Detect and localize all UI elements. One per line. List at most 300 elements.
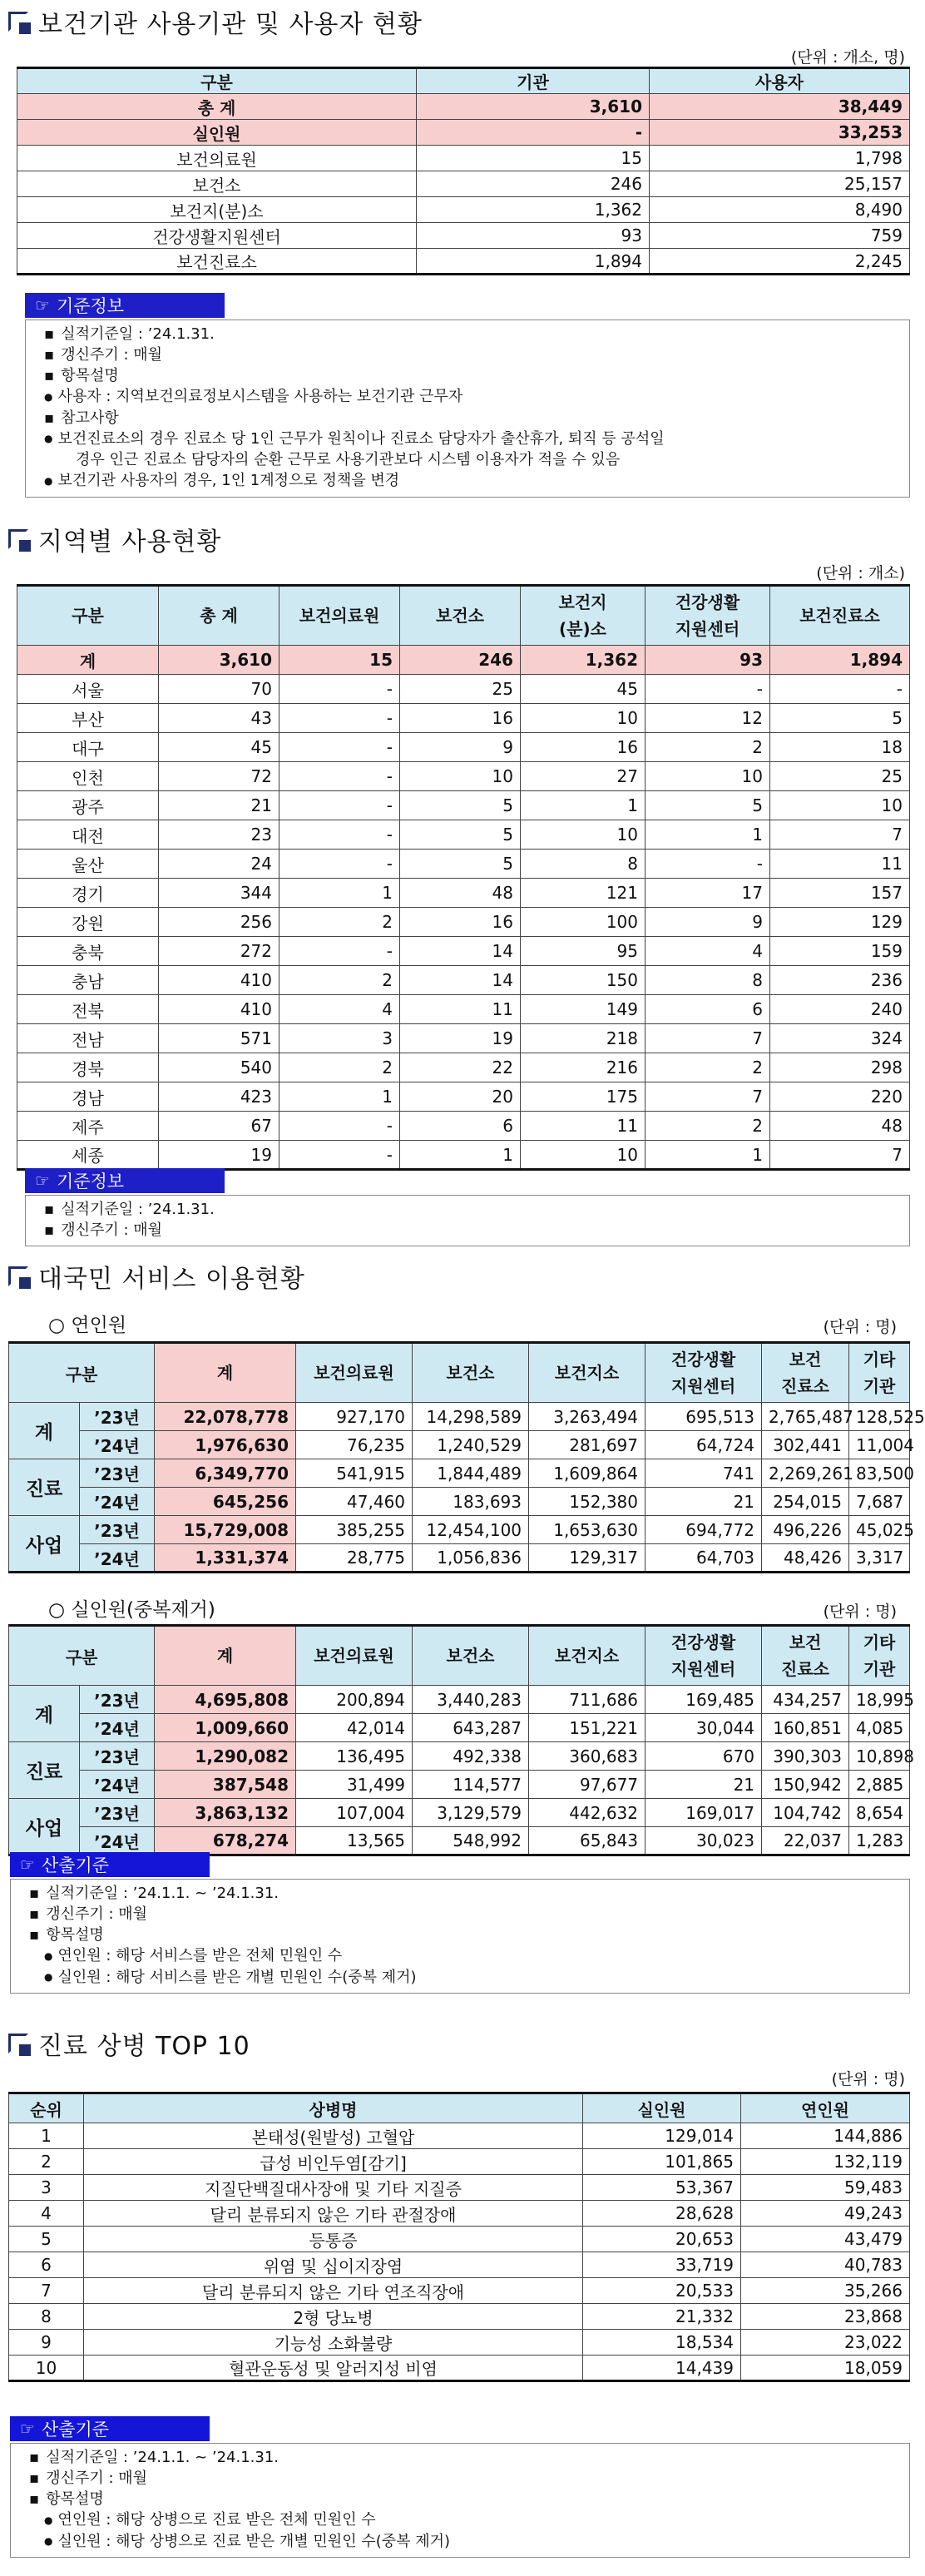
- value-cell: 19: [400, 1024, 521, 1053]
- year-label: ’23년: [80, 1516, 155, 1544]
- value-cell: 12,454,100: [413, 1516, 529, 1544]
- disease-cell: 지질단백질대사장애 및 기타 지질증: [84, 2175, 583, 2201]
- value-cell: 4,085: [849, 1714, 910, 1742]
- value-cell: 236: [770, 966, 910, 995]
- value-cell: -: [279, 704, 400, 733]
- value-cell: 6,349,770: [155, 1459, 296, 1488]
- rank-cell: 8: [9, 2304, 84, 2330]
- value-cell: -: [770, 675, 910, 704]
- value-cell: 93: [646, 646, 770, 675]
- table-row: [9, 1488, 910, 1516]
- value-cell: 927,170: [296, 1403, 413, 1431]
- value-cell: 23,022: [741, 2330, 910, 2356]
- value-cell: -: [279, 675, 400, 704]
- value-cell: 3: [279, 1024, 400, 1053]
- value-cell: 1,009,660: [155, 1714, 296, 1742]
- value-cell: 2: [646, 733, 770, 762]
- value-cell: 14: [400, 966, 521, 995]
- header-cell: 건강생활 지원센터: [646, 586, 770, 646]
- section-regional-usage: [8, 521, 910, 1166]
- value-cell: 152,380: [529, 1488, 646, 1516]
- value-cell: 43,479: [741, 2227, 910, 2252]
- value-cell: 129,317: [529, 1544, 646, 1573]
- value-cell: 694,772: [646, 1516, 762, 1544]
- group-label: 계: [9, 1686, 80, 1742]
- value-cell: 16: [400, 908, 521, 937]
- value-cell: 47,460: [296, 1488, 413, 1516]
- value-cell: 3,129,579: [413, 1799, 529, 1827]
- value-cell: -: [279, 820, 400, 850]
- value-cell: 9: [400, 733, 521, 762]
- info-box-3: ☞ 산출기준 ▪ 실적기준일 : ’24.1.1. ~ ’24.1.31. ▪ 갱신주기 : 매월 ▪ 항목설명 ● 연인원 : 해당 서비스를 받은 전체 민원인 수 ● 실인원 : 해당 서비스를 받은 개별 민원인 수(중복 제거): [10, 1852, 910, 1994]
- region-cell: 경북: [17, 1053, 159, 1082]
- header-cell: 보건소: [413, 1626, 529, 1686]
- value-cell: 2,269,261: [762, 1459, 849, 1488]
- value-cell: 7: [770, 1141, 910, 1170]
- value-cell: 423: [159, 1082, 279, 1112]
- value-cell: 10: [521, 1141, 646, 1170]
- header-cell: 기타 기관: [849, 1343, 910, 1403]
- header-cell: 보건의료원: [279, 586, 400, 646]
- value-cell: 1: [646, 1141, 770, 1170]
- value-cell: 35,266: [741, 2278, 910, 2304]
- table-row: 건강생활지원센터 93 759: [17, 223, 910, 249]
- rank-cell: 4: [9, 2201, 84, 2227]
- value-cell: 17: [646, 879, 770, 908]
- value-cell: 129,014: [583, 2123, 741, 2149]
- value-cell: 8: [646, 966, 770, 995]
- value-cell: 4,695,808: [155, 1686, 296, 1714]
- region-cell: 경기: [17, 879, 159, 908]
- header-cell: 기타 기관: [849, 1626, 910, 1686]
- value-cell: 12: [646, 704, 770, 733]
- value-cell: 22: [400, 1053, 521, 1082]
- info-header: ☞ 산출기준: [10, 2416, 210, 2441]
- value-cell: 27: [521, 762, 646, 791]
- value-cell: 18,995: [849, 1686, 910, 1714]
- value-cell: 541,915: [296, 1459, 413, 1488]
- value-cell: 1: [646, 820, 770, 850]
- value-cell: 6: [646, 995, 770, 1024]
- value-cell: 11: [770, 850, 910, 879]
- value-cell: 695,513: [646, 1403, 762, 1431]
- value-cell: 48: [770, 1112, 910, 1141]
- region-cell: 울산: [17, 850, 159, 879]
- header-cell: 기관: [417, 68, 650, 94]
- value-cell: 20: [400, 1082, 521, 1112]
- header-cell: 건강생활 지원센터: [646, 1343, 762, 1403]
- value-cell: 2,765,487: [762, 1403, 849, 1431]
- table-row: [17, 966, 910, 995]
- regional-table: [17, 584, 910, 1171]
- value-cell: 48: [400, 879, 521, 908]
- value-cell: 3,440,283: [413, 1686, 529, 1714]
- value-cell: 30,023: [646, 1827, 762, 1855]
- table-row: [9, 2175, 910, 2201]
- value-cell: 25: [770, 762, 910, 791]
- table-row: 보건의료원 15 1,798: [17, 146, 910, 171]
- value-cell: 30,044: [646, 1714, 762, 1742]
- rank-cell: 10: [9, 2356, 84, 2381]
- value-cell: 183,693: [413, 1488, 529, 1516]
- value-cell: 246: [400, 646, 521, 675]
- value-cell: 324: [770, 1024, 910, 1053]
- value-cell: 15,729,008: [155, 1516, 296, 1544]
- value-cell: 33,719: [583, 2252, 741, 2278]
- header-cell: 구분: [17, 586, 159, 646]
- value-cell: 281,697: [529, 1431, 646, 1459]
- header-cell: 보건의료원: [296, 1343, 413, 1403]
- table-row: [9, 2278, 910, 2304]
- value-cell: 28,775: [296, 1544, 413, 1573]
- header-cell: 보건진료소: [770, 586, 910, 646]
- value-cell: 157: [770, 879, 910, 908]
- value-cell: 496,226: [762, 1516, 849, 1544]
- value-cell: 23: [159, 820, 279, 850]
- value-cell: 11,004: [849, 1431, 910, 1459]
- disease-cell: 기능성 소화불량: [84, 2330, 583, 2356]
- table-row: [9, 2304, 910, 2330]
- subsection-title: ○ 실인원(중복제거): [48, 1599, 215, 1621]
- table-row: [17, 791, 910, 820]
- region-cell: 서울: [17, 675, 159, 704]
- region-cell: 제주: [17, 1112, 159, 1141]
- value-cell: 160,851: [762, 1714, 849, 1742]
- value-cell: 42,014: [296, 1714, 413, 1742]
- value-cell: -: [646, 850, 770, 879]
- region-cell: 인천: [17, 762, 159, 791]
- value-cell: 10: [400, 762, 521, 791]
- value-cell: 3,863,132: [155, 1799, 296, 1827]
- value-cell: 18,534: [583, 2330, 741, 2356]
- section-marker-icon: [8, 1266, 28, 1286]
- value-cell: 298: [770, 1053, 910, 1082]
- value-cell: 49,243: [741, 2201, 910, 2227]
- section-marker-icon: [8, 2034, 28, 2053]
- value-cell: 4: [646, 937, 770, 966]
- value-cell: 344: [159, 879, 279, 908]
- service-unique-table: [8, 1624, 914, 1856]
- value-cell: 100: [521, 908, 646, 937]
- value-cell: 114,577: [413, 1771, 529, 1799]
- value-cell: 8: [521, 850, 646, 879]
- value-cell: 1,894: [770, 646, 910, 675]
- header-cell: 구분: [9, 1626, 155, 1686]
- table-row: 보건지(분)소 1,362 8,490: [17, 197, 910, 223]
- value-cell: 18: [770, 733, 910, 762]
- value-cell: 16: [400, 704, 521, 733]
- value-cell: 21: [646, 1488, 762, 1516]
- value-cell: 14,298,589: [413, 1403, 529, 1431]
- value-cell: 1: [400, 1141, 521, 1170]
- value-cell: 1,653,630: [529, 1516, 646, 1544]
- header-cell: 연인원: [741, 2093, 910, 2123]
- value-cell: 13,565: [296, 1827, 413, 1855]
- year-label: ’24년: [80, 1431, 155, 1459]
- table-row: [9, 2149, 910, 2175]
- value-cell: -: [279, 762, 400, 791]
- header-cell: 보건지소: [529, 1343, 646, 1403]
- value-cell: 7: [646, 1082, 770, 1112]
- region-cell: 부산: [17, 704, 159, 733]
- value-cell: 95: [521, 937, 646, 966]
- table-row: [17, 937, 910, 966]
- rank-cell: 7: [9, 2278, 84, 2304]
- header-cell: 총 계: [159, 586, 279, 646]
- disease-cell: 본태성(원발성) 고혈압: [84, 2123, 583, 2149]
- table-row: [9, 2356, 910, 2381]
- table-row: 실인원 - 33,253: [17, 120, 910, 146]
- value-cell: -: [279, 1112, 400, 1141]
- table-row: [17, 850, 910, 879]
- value-cell: 1,056,836: [413, 1544, 529, 1573]
- section-public-service: [8, 1258, 925, 1852]
- info-box-4: ☞ 산출기준 ▪ 실적기준일 : ’24.1.1. ~ ’24.1.31. ▪ 갱신주기 : 매월 ▪ 항목설명 ● 연인원 : 해당 상병으로 진료 받은 전체 민원인 수 ● 실인원 : 해당 상병으로 진료 받은 개별 민원인 수(중복 제거): [10, 2416, 910, 2558]
- value-cell: 1: [279, 879, 400, 908]
- value-cell: 144,886: [741, 2123, 910, 2149]
- group-label: 계: [9, 1403, 80, 1459]
- region-cell: 계: [17, 646, 159, 675]
- table-row: [9, 2201, 910, 2227]
- year-label: ’23년: [80, 1742, 155, 1771]
- table-row: [9, 2252, 910, 2278]
- value-cell: 5: [400, 791, 521, 820]
- year-label: ’23년: [80, 1799, 155, 1827]
- institution-table: [17, 67, 910, 275]
- value-cell: 150,942: [762, 1771, 849, 1799]
- value-cell: 19: [159, 1141, 279, 1170]
- disease-cell: 급성 비인두염[감기]: [84, 2149, 583, 2175]
- value-cell: 7,687: [849, 1488, 910, 1516]
- value-cell: 410: [159, 995, 279, 1024]
- value-cell: 45,025: [849, 1516, 910, 1544]
- value-cell: 390,303: [762, 1742, 849, 1771]
- header-cell: 구분: [17, 68, 417, 94]
- value-cell: 5: [770, 704, 910, 733]
- header-cell: 실인원: [583, 2093, 741, 2123]
- table-row: 보건소 246 25,157: [17, 171, 910, 197]
- value-cell: 1,844,489: [413, 1459, 529, 1488]
- value-cell: 5: [400, 850, 521, 879]
- table-row: [17, 820, 910, 850]
- value-cell: 18,059: [741, 2356, 910, 2381]
- header-cell: 보건의료원: [296, 1626, 413, 1686]
- value-cell: 97,677: [529, 1771, 646, 1799]
- value-cell: 28,628: [583, 2201, 741, 2227]
- value-cell: -: [279, 937, 400, 966]
- value-cell: 1,331,374: [155, 1544, 296, 1573]
- table-row: 보건진료소 1,894 2,245: [17, 249, 910, 275]
- value-cell: 2: [646, 1112, 770, 1141]
- table-row: [17, 1112, 910, 1141]
- year-label: ’23년: [80, 1403, 155, 1431]
- disease-cell: 달리 분류되지 않은 기타 연조직장애: [84, 2278, 583, 2304]
- value-cell: 10: [521, 704, 646, 733]
- value-cell: 21,332: [583, 2304, 741, 2330]
- value-cell: 1,362: [521, 646, 646, 675]
- value-cell: 10: [646, 762, 770, 791]
- region-cell: 대구: [17, 733, 159, 762]
- disease-cell: 2형 당뇨병: [84, 2304, 583, 2330]
- unit-label: (단위 : 명): [823, 1603, 897, 1621]
- value-cell: 9: [646, 908, 770, 937]
- value-cell: 59,483: [741, 2175, 910, 2201]
- value-cell: 159: [770, 937, 910, 966]
- year-label: ’23년: [80, 1459, 155, 1488]
- table-row: [17, 1082, 910, 1112]
- value-cell: 15: [279, 646, 400, 675]
- table-row: [9, 2123, 910, 2149]
- value-cell: 48,426: [762, 1544, 849, 1573]
- section-title: 대국민 서비스 이용현황: [8, 1258, 910, 1295]
- value-cell: -: [279, 850, 400, 879]
- info-header: ☞ 산출기준: [10, 1852, 210, 1877]
- value-cell: 240: [770, 995, 910, 1024]
- value-cell: 200,894: [296, 1686, 413, 1714]
- value-cell: 645,256: [155, 1488, 296, 1516]
- service-total-table: [8, 1341, 925, 1573]
- value-cell: 121: [521, 879, 646, 908]
- table-row: [17, 646, 910, 675]
- value-cell: 254,015: [762, 1488, 849, 1516]
- header-cell: 보건지소: [529, 1626, 646, 1686]
- value-cell: 64,703: [646, 1544, 762, 1573]
- header-cell: 계: [155, 1626, 296, 1686]
- value-cell: 14,439: [583, 2356, 741, 2381]
- rank-cell: 6: [9, 2252, 84, 2278]
- value-cell: 220: [770, 1082, 910, 1112]
- region-cell: 대전: [17, 820, 159, 850]
- value-cell: 169,017: [646, 1799, 762, 1827]
- table-row: [9, 1827, 910, 1855]
- table-row: [9, 2227, 910, 2252]
- table-row: [9, 1771, 910, 1799]
- top10-table: [8, 2092, 910, 2382]
- table-row: [17, 995, 910, 1024]
- group-label: 사업: [9, 1799, 80, 1855]
- value-cell: 1: [279, 1082, 400, 1112]
- section-title: 보건기관 사용기관 및 사용자 현황: [8, 3, 910, 40]
- value-cell: 678,274: [155, 1827, 296, 1855]
- table-row: [9, 1459, 910, 1488]
- value-cell: 5: [646, 791, 770, 820]
- section-title: 진료 상병 TOP 10: [8, 2025, 910, 2062]
- header-cell: 사용자: [650, 68, 910, 94]
- value-cell: 53,367: [583, 2175, 741, 2201]
- value-cell: 7: [770, 820, 910, 850]
- table-row: [17, 762, 910, 791]
- unit-label: (단위 : 명): [823, 1318, 897, 1336]
- value-cell: 272: [159, 937, 279, 966]
- value-cell: 1,976,630: [155, 1431, 296, 1459]
- value-cell: 16: [521, 733, 646, 762]
- unit-label: (단위 : 개소): [816, 564, 905, 582]
- rank-cell: 5: [9, 2227, 84, 2252]
- rank-cell: 3: [9, 2175, 84, 2201]
- region-cell: 전남: [17, 1024, 159, 1053]
- subsection-title: ○ 연인원: [48, 1315, 127, 1336]
- value-cell: 571: [159, 1024, 279, 1053]
- value-cell: 3,317: [849, 1544, 910, 1573]
- region-cell: 광주: [17, 791, 159, 820]
- rank-cell: 2: [9, 2149, 84, 2175]
- table-row: [17, 1053, 910, 1082]
- pointing-hand-icon: ☞: [20, 1855, 35, 1875]
- value-cell: 22,078,778: [155, 1403, 296, 1431]
- region-cell: 경남: [17, 1082, 159, 1112]
- value-cell: 1: [521, 791, 646, 820]
- year-label: ’24년: [80, 1544, 155, 1573]
- section-institution-users: [8, 3, 910, 272]
- value-cell: 67: [159, 1112, 279, 1141]
- value-cell: 21: [646, 1771, 762, 1799]
- group-label: 진료: [9, 1742, 80, 1799]
- header-cell: 보건소: [400, 586, 521, 646]
- section-marker-icon: [8, 529, 28, 549]
- value-cell: 128,525: [849, 1403, 910, 1431]
- value-cell: 1,609,864: [529, 1459, 646, 1488]
- value-cell: 2: [279, 908, 400, 937]
- table-row: [9, 1403, 910, 1431]
- region-cell: 세종: [17, 1141, 159, 1170]
- table-row: [9, 1742, 910, 1771]
- value-cell: 2: [279, 966, 400, 995]
- value-cell: 741: [646, 1459, 762, 1488]
- unit-label: (단위 : 명): [831, 2070, 905, 2088]
- value-cell: 302,441: [762, 1431, 849, 1459]
- section-marker-icon: [8, 12, 28, 32]
- value-cell: 20,533: [583, 2278, 741, 2304]
- disease-cell: 위염 및 십이지장염: [84, 2252, 583, 2278]
- value-cell: 256: [159, 908, 279, 937]
- table-row: [17, 675, 910, 704]
- table-row: [9, 2330, 910, 2356]
- value-cell: 151,221: [529, 1714, 646, 1742]
- value-cell: 3,263,494: [529, 1403, 646, 1431]
- value-cell: 149: [521, 995, 646, 1024]
- value-cell: 8,654: [849, 1799, 910, 1827]
- value-cell: 23,868: [741, 2304, 910, 2330]
- value-cell: 643,287: [413, 1714, 529, 1742]
- value-cell: 10: [770, 791, 910, 820]
- pointing-hand-icon: ☞: [35, 1171, 50, 1191]
- value-cell: 216: [521, 1053, 646, 1082]
- value-cell: 410: [159, 966, 279, 995]
- value-cell: 2,885: [849, 1771, 910, 1799]
- value-cell: 10,898: [849, 1742, 910, 1771]
- year-label: ’24년: [80, 1714, 155, 1742]
- value-cell: 25: [400, 675, 521, 704]
- value-cell: 7: [646, 1024, 770, 1053]
- value-cell: 387,548: [155, 1771, 296, 1799]
- header-cell: 보건 진료소: [762, 1343, 849, 1403]
- table-row: [9, 1686, 910, 1714]
- value-cell: 2: [646, 1053, 770, 1082]
- region-cell: 충북: [17, 937, 159, 966]
- table-row: [9, 1516, 910, 1544]
- value-cell: 21: [159, 791, 279, 820]
- section-title: 지역별 사용현황: [8, 521, 910, 557]
- info-box-1: ☞ 기준정보 ▪ 실적기준일 : ’24.1.31. ▪ 갱신주기 : 매월 ▪ 항목설명 ● 사용자 : 지역보건의료정보시스템을 사용하는 보건기관 근무자 ▪ 참고사항 ● 보건진료소의 경우 진료소 당 1인 근무가 원칙이나 진료소 담당자가 출산휴가, 퇴직 등 공석일 경우 인근 진료소 담당자의 순환 근무로 사용기관보다 시스템 이용자가 적을 수 있음 ● 보건기관 사용자의 경우, 1인 1계정으로 정책을 변경: [25, 293, 910, 498]
- value-cell: 6: [400, 1112, 521, 1141]
- header-cell: 보건소: [413, 1343, 529, 1403]
- table-row: [17, 733, 910, 762]
- table-row: [17, 879, 910, 908]
- value-cell: 132,119: [741, 2149, 910, 2175]
- rank-cell: 1: [9, 2123, 84, 2149]
- value-cell: 136,495: [296, 1742, 413, 1771]
- value-cell: 10: [521, 820, 646, 850]
